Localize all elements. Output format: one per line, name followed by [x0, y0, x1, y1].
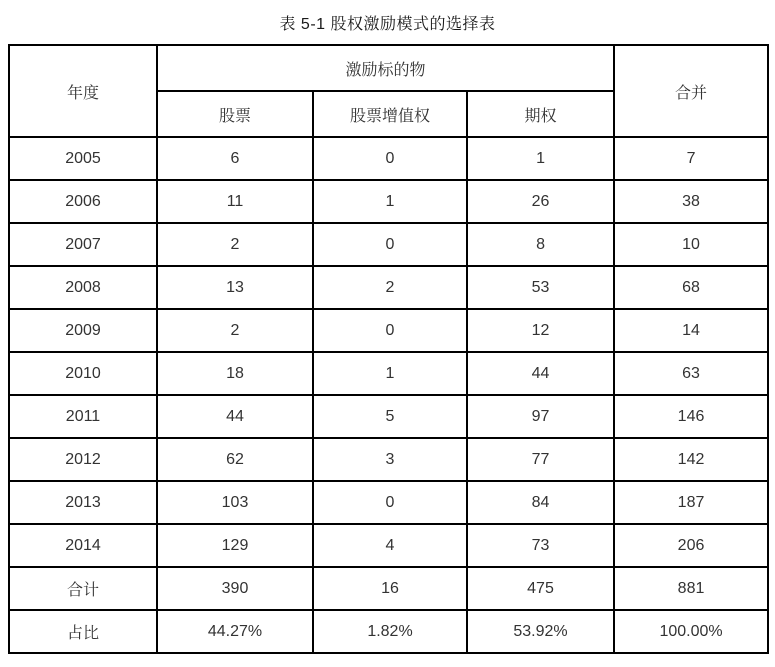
data-cell: 475: [467, 567, 614, 610]
data-cell: 2: [157, 309, 313, 352]
data-cell: 100.00%: [614, 610, 768, 653]
data-cell: 10: [614, 223, 768, 266]
table-row: [9, 524, 768, 567]
data-cell: 8: [467, 223, 614, 266]
data-cell: 44: [467, 352, 614, 395]
data-cell: 4: [313, 524, 467, 567]
table-row: [9, 438, 768, 481]
data-cell: 97: [467, 395, 614, 438]
row-label-cell: 2014: [9, 524, 157, 567]
data-cell: 26: [467, 180, 614, 223]
row-label-cell: 2008: [9, 266, 157, 309]
data-cell: 0: [313, 481, 467, 524]
equity-incentive-table: [8, 44, 769, 654]
data-cell: 73: [467, 524, 614, 567]
header-year: 年度: [9, 45, 157, 137]
table-row: [9, 223, 768, 266]
table-row: [9, 180, 768, 223]
row-label-cell: 2012: [9, 438, 157, 481]
table-caption: 表 5-1 股权激励模式的选择表: [279, 16, 496, 33]
table-row: [9, 309, 768, 352]
header-stock: 股票: [157, 91, 313, 137]
data-cell: 18: [157, 352, 313, 395]
data-cell: 68: [614, 266, 768, 309]
data-cell: 63: [614, 352, 768, 395]
header-sar: 股票增值权: [313, 91, 467, 137]
data-cell: 44.27%: [157, 610, 313, 653]
data-cell: 206: [614, 524, 768, 567]
data-cell: 1: [313, 180, 467, 223]
data-cell: 0: [313, 223, 467, 266]
data-cell: 12: [467, 309, 614, 352]
data-cell: 5: [313, 395, 467, 438]
row-label-cell: 2009: [9, 309, 157, 352]
data-cell: 2: [157, 223, 313, 266]
table-row: [9, 481, 768, 524]
header-option: 期权: [467, 91, 614, 137]
table-row: [9, 266, 768, 309]
data-cell: 6: [157, 137, 313, 180]
data-cell: 146: [614, 395, 768, 438]
row-label-cell: 占比: [9, 610, 157, 653]
data-cell: 53.92%: [467, 610, 614, 653]
data-cell: 7: [614, 137, 768, 180]
header-merge: 合并: [614, 45, 768, 137]
data-cell: 0: [313, 309, 467, 352]
data-cell: 38: [614, 180, 768, 223]
data-cell: 390: [157, 567, 313, 610]
data-cell: 44: [157, 395, 313, 438]
data-cell: 11: [157, 180, 313, 223]
data-cell: 16: [313, 567, 467, 610]
row-label-cell: 2011: [9, 395, 157, 438]
data-cell: 1: [467, 137, 614, 180]
row-label-cell: 合计: [9, 567, 157, 610]
row-label-cell: 2013: [9, 481, 157, 524]
data-cell: 881: [614, 567, 768, 610]
row-label-cell: 2007: [9, 223, 157, 266]
data-cell: 1.82%: [313, 610, 467, 653]
data-cell: 103: [157, 481, 313, 524]
data-cell: 1: [313, 352, 467, 395]
header-row-top: [9, 45, 768, 91]
row-label-cell: 2010: [9, 352, 157, 395]
data-cell: 187: [614, 481, 768, 524]
data-cell: 84: [467, 481, 614, 524]
table-row-total: [9, 567, 768, 610]
table-row-percentage: [9, 610, 768, 653]
table-row: [9, 137, 768, 180]
row-label-cell: 2006: [9, 180, 157, 223]
data-cell: 77: [467, 438, 614, 481]
data-cell: 142: [614, 438, 768, 481]
header-incentive-group: 激励标的物: [157, 45, 614, 91]
data-cell: 3: [313, 438, 467, 481]
data-cell: 2: [313, 266, 467, 309]
table-row: [9, 352, 768, 395]
data-cell: 0: [313, 137, 467, 180]
table-row: [9, 395, 768, 438]
data-cell: 53: [467, 266, 614, 309]
data-cell: 62: [157, 438, 313, 481]
data-cell: 14: [614, 309, 768, 352]
data-cell: 13: [157, 266, 313, 309]
row-label-cell: 2005: [9, 137, 157, 180]
data-cell: 129: [157, 524, 313, 567]
